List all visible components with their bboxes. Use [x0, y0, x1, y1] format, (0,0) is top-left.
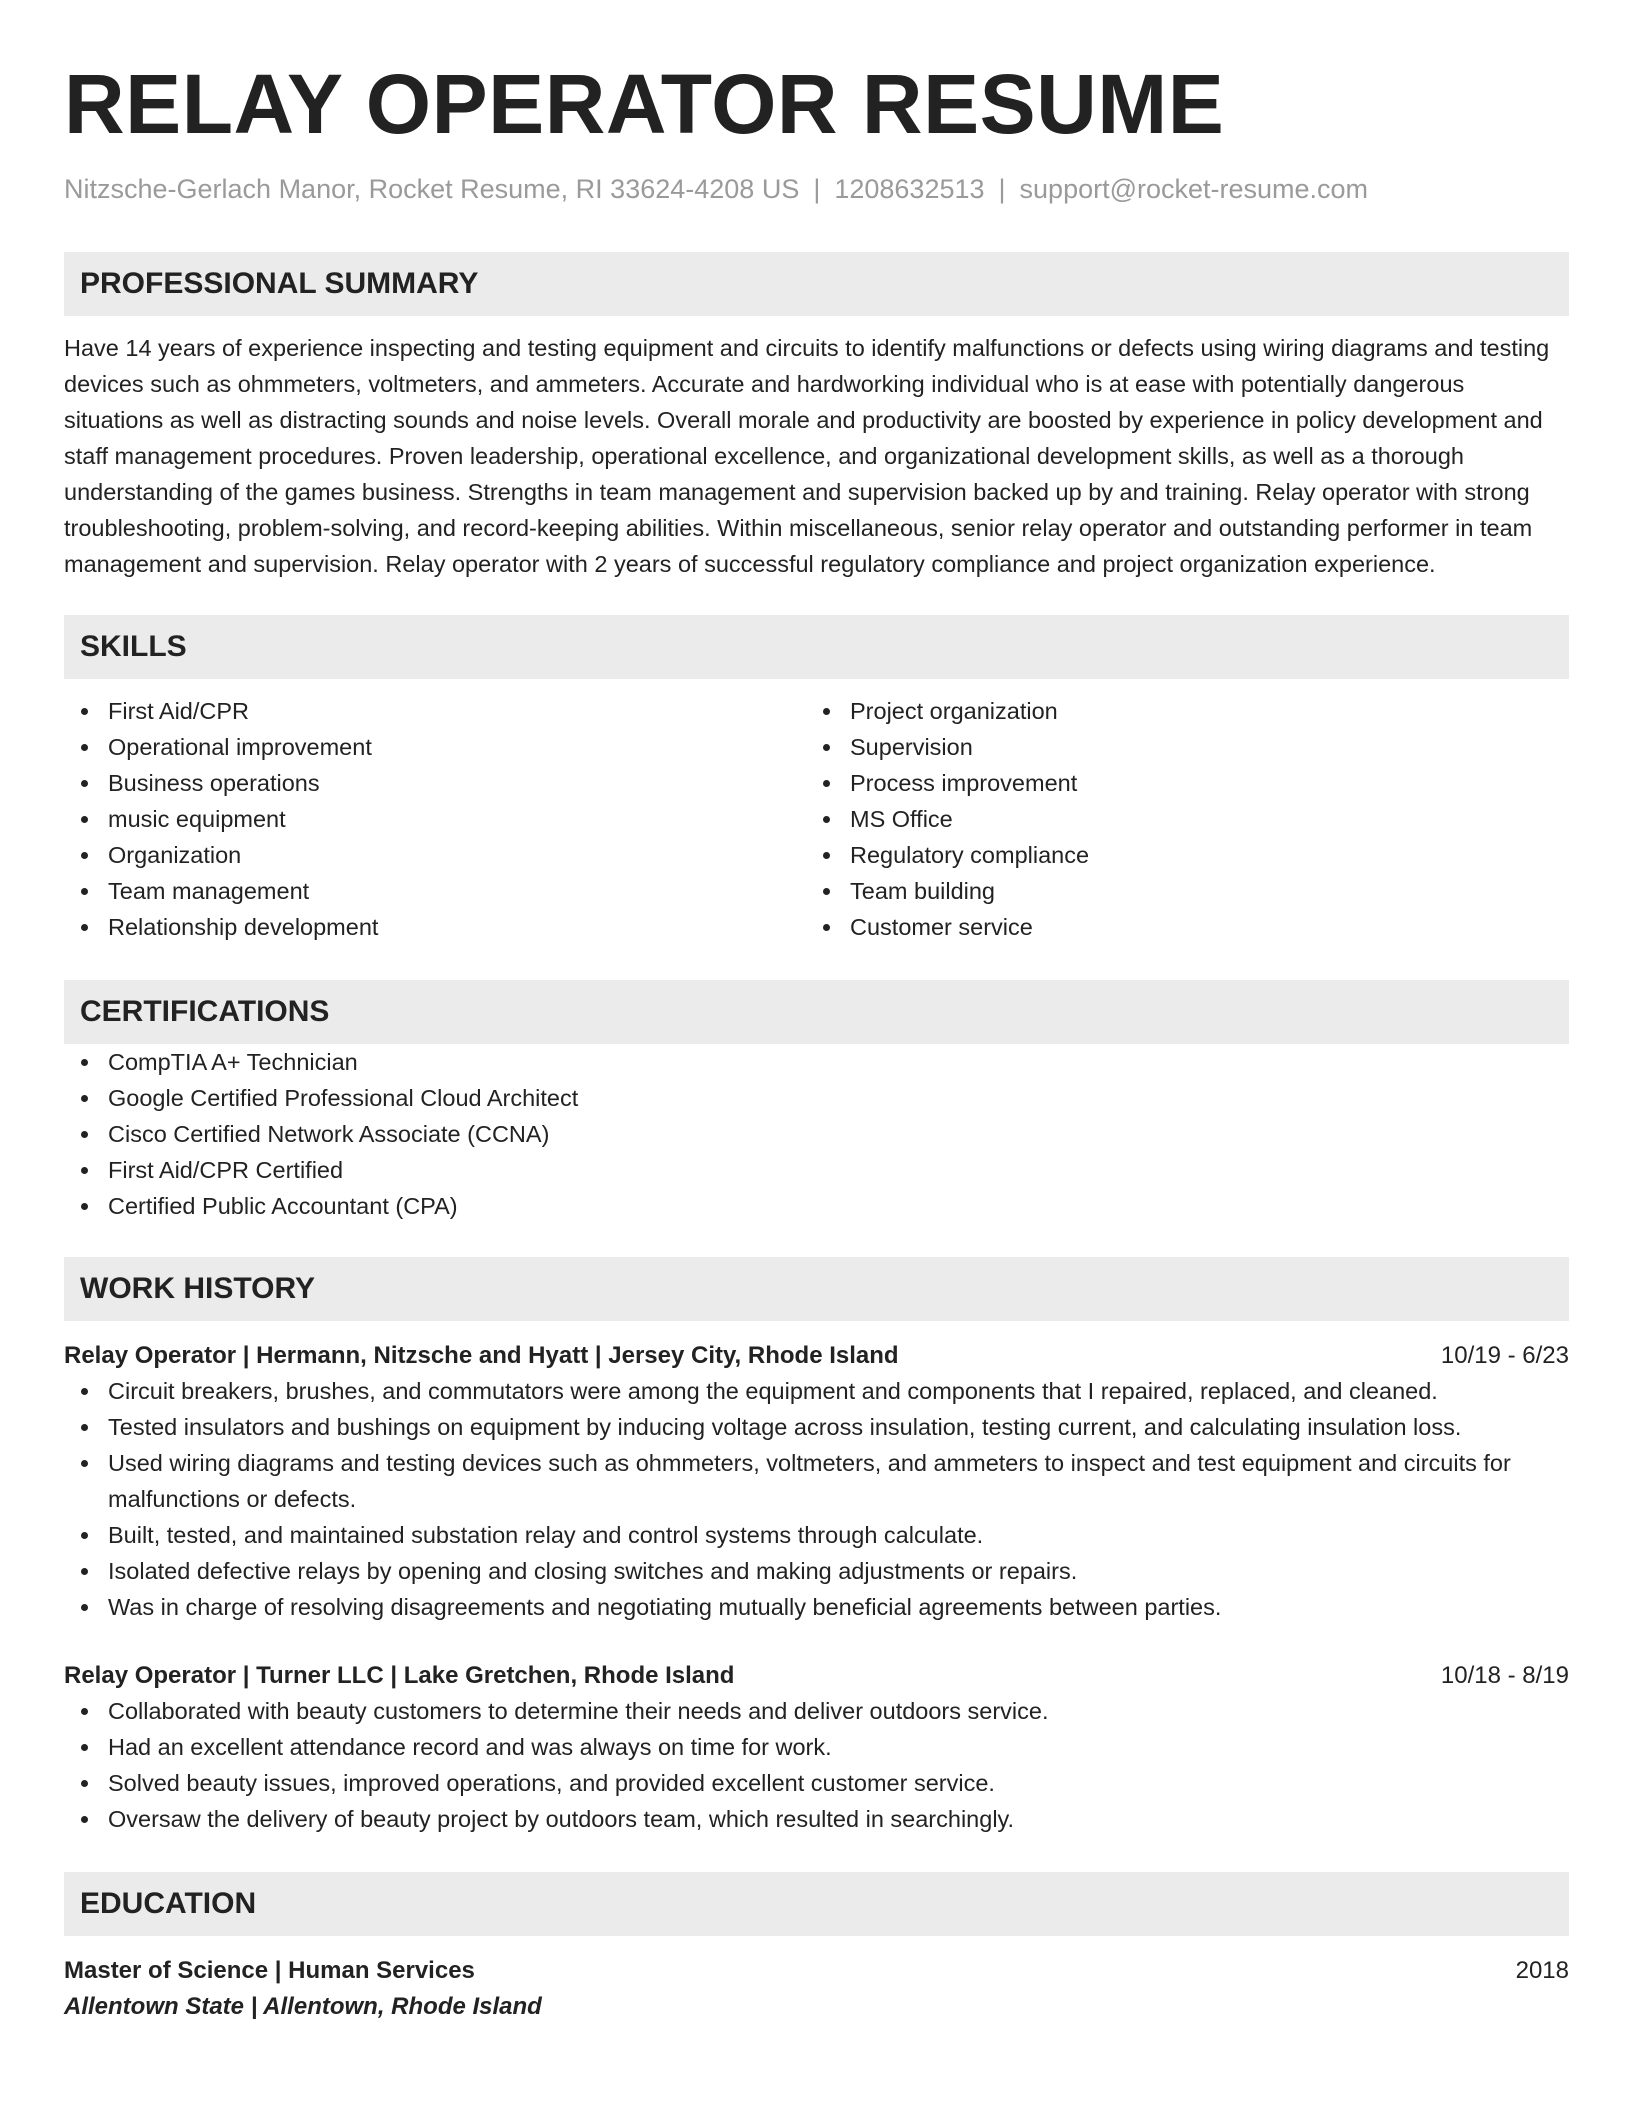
contact-email: support@rocket-resume.com	[1019, 174, 1369, 204]
job-bullet: Collaborated with beauty customers to determine their needs and deliver outdoors service.	[64, 1693, 1569, 1729]
job-bullet: Used wiring diagrams and testing devices such as ohmmeters, voltmeters, and ammeters to inspect and test equipment and circuits for malfunctions or defects.	[64, 1445, 1569, 1517]
skill-item: Customer service	[806, 909, 1548, 945]
certifications-list	[64, 1044, 1569, 1224]
job-bullet: Circuit breakers, brushes, and commutators were among the equipment and components that I repaired, replaced, and cleaned.	[64, 1373, 1569, 1409]
job-bullet: Isolated defective relays by opening and closing switches and making adjustments or repairs.	[64, 1553, 1569, 1589]
job-dates: 10/18 - 8/19	[1440, 1662, 1569, 1689]
resume-title: RELAY OPERATOR RESUME	[64, 57, 1225, 151]
skill-item: Regulatory compliance	[806, 837, 1548, 873]
job-title: Relay Operator | Turner LLC | Lake Gretchen, Rhode Island	[64, 1662, 735, 1689]
skill-item: Supervision	[806, 729, 1548, 765]
job-header	[64, 1339, 1569, 1373]
job-bullets	[64, 1373, 1569, 1625]
resume-page	[64, 0, 1569, 2024]
job-entry	[64, 1339, 1569, 1625]
skills-column-right	[806, 693, 1548, 945]
job-bullet: Tested insulators and bushings on equipment by inducing voltage across insulation, testing current, and calculating insulation loss.	[64, 1409, 1569, 1445]
work-history-heading: WORK HISTORY	[64, 1257, 1569, 1321]
contact-address: Nitzsche-Gerlach Manor, Rocket Resume, RI 33624-4208 US	[64, 174, 800, 204]
skills-grid	[64, 693, 1569, 945]
skill-item: First Aid/CPR	[64, 693, 806, 729]
skills-list-left	[64, 693, 806, 945]
certification-item: CompTIA A+ Technician	[64, 1044, 1569, 1080]
skill-item: Operational improvement	[64, 729, 806, 765]
job-bullets	[64, 1693, 1569, 1837]
job-entry	[64, 1659, 1569, 1837]
education-degree: Master of Science | Human Services	[64, 1957, 475, 1984]
certification-item: Certified Public Accountant (CPA)	[64, 1188, 1569, 1224]
certification-item: Google Certified Professional Cloud Architect	[64, 1080, 1569, 1116]
job-bullet: Oversaw the delivery of beauty project by outdoors team, which resulted in searchingly.	[64, 1801, 1569, 1837]
contact-line	[64, 172, 1569, 206]
job-header	[64, 1659, 1569, 1693]
skill-item: Relationship development	[64, 909, 806, 945]
job-bullet: Had an excellent attendance record and was always on time for work.	[64, 1729, 1569, 1765]
job-title: Relay Operator | Hermann, Nitzsche and Hyatt | Jersey City, Rhode Island	[64, 1342, 899, 1369]
skill-item: Process improvement	[806, 765, 1548, 801]
skill-item: Team building	[806, 873, 1548, 909]
education-school: Allentown State | Allentown, Rhode Island	[64, 1993, 542, 2020]
skill-item: Business operations	[64, 765, 806, 801]
skills-heading: SKILLS	[64, 615, 1569, 679]
education-year: 2018	[1515, 1957, 1569, 1984]
skills-column-left	[64, 693, 806, 945]
job-bullet: Was in charge of resolving disagreements and negotiating mutually beneficial agreements between parties.	[64, 1589, 1569, 1625]
job-bullet: Solved beauty issues, improved operations, and provided excellent customer service.	[64, 1765, 1569, 1801]
skills-list-right	[806, 693, 1548, 945]
skill-item: MS Office	[806, 801, 1548, 837]
certification-item: First Aid/CPR Certified	[64, 1152, 1569, 1188]
skill-item: Team management	[64, 873, 806, 909]
certifications-heading: CERTIFICATIONS	[64, 980, 1569, 1044]
summary-heading: PROFESSIONAL SUMMARY	[64, 252, 1569, 316]
education-heading: EDUCATION	[64, 1872, 1569, 1936]
job-bullet: Built, tested, and maintained substation relay and control systems through calculate.	[64, 1517, 1569, 1553]
skill-item: Organization	[64, 837, 806, 873]
contact-separator: |	[813, 174, 821, 204]
skill-item: music equipment	[64, 801, 806, 837]
skill-item: Project organization	[806, 693, 1548, 729]
summary-text: Have 14 years of experience inspecting and testing equipment and circuits to identify malfunctions or defects using wiring diagrams and testing devices such as ohmmeters, voltmeters, and ammeters. Accurate and hardworking individual who is at ease with potentially dangerous situations as well as distracting sounds and noise levels. Overall morale and productivity are boosted by experience in policy development and staff management procedures. Proven leadership, operational excellence, and organizational development skills, as well as a thorough understanding of the games business. Strengths in team management and supervision backed up by and training. Relay operator with strong troubleshooting, problem-solving, and record-keeping abilities. Within miscellaneous, senior relay operator and outstanding performer in team management and supervision. Relay operator with 2 years of successful regulatory compliance and project organization experience.	[64, 335, 1550, 577]
contact-phone: 1208632513	[834, 174, 985, 204]
contact-separator: |	[998, 174, 1006, 204]
job-dates: 10/19 - 6/23	[1440, 1342, 1569, 1369]
education-header	[64, 1954, 1569, 1988]
certification-item: Cisco Certified Network Associate (CCNA)	[64, 1116, 1569, 1152]
